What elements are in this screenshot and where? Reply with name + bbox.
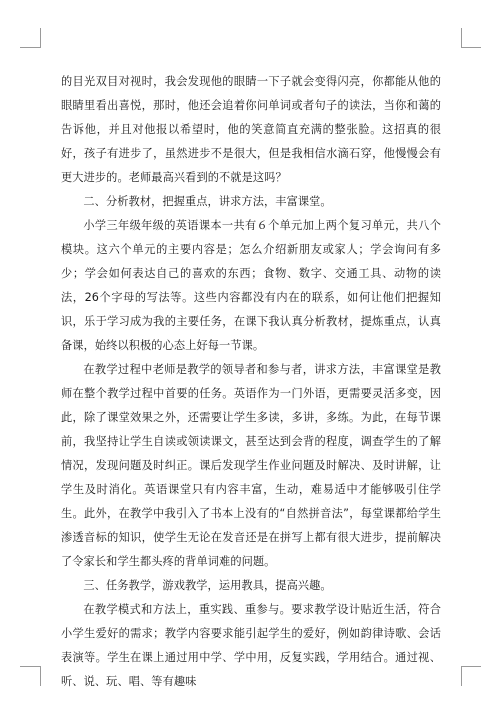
- paragraph-continued: 的目光双目对视时，我会发现他的眼睛一下子就会变得闪亮，你都能从他的眼睛里看出喜悦，那时，他还会追着你问单词或者句子的读法，当你和蔼的告诉他，并且对他报以希望时，他的笑意简直充满的整张脸。这招真的很好，孩子有进步了，虽然进步不是很大，但是我相信水滴石穿，他慢慢会有更大进步的。老师最高兴看到的不就是这吗？: [61, 75, 441, 184]
- paragraph-textbook: 小学三年级年级的英语课本一共有６个单元加上两个复习单元，共八个模块。这六个单元的主要内容是；怎么介绍新朋友或家人；学会询问有多少；学会如何表达自己的喜欢的东西；食物、数字、交通工具、动物的读法，26个字母的写法等。这些内容都没有内在的联系，如何让他们把握知识，乐于学习成为我的主要任务，在课下我认真分析教材，提炼重点，认真备课，始终以积极的心态上好每一节课。: [61, 219, 441, 352]
- section-heading-3: 三、任务教学，游戏教学，运用教具，提高兴趣。: [83, 579, 332, 592]
- body-text: [61, 70, 441, 694]
- crop-mark-bottom-left-h: [20, 666, 40, 667]
- crop-mark-bottom-right-h: [461, 666, 481, 667]
- paragraph-teaching-mode: 在教学模式和方法上，重实践、重参与。要求教学设计贴近生活，符合小学生爱好的需求；教学内容要求能引起学生的爱好，例如韵律诗歌、会话表演等。学生在课上通过用中学、学中用，反复实践，学用结合。通过视、听、说、玩、唱、等有趣味: [61, 603, 441, 688]
- crop-mark-top-left-h: [20, 47, 40, 48]
- crop-mark-top-right-h: [461, 47, 481, 48]
- section-heading-2: 二、分析教材，把握重点，讲求方法，丰富课堂。: [83, 195, 332, 208]
- crop-mark-top-right-v: [461, 28, 462, 48]
- crop-mark-bottom-right-v: [461, 666, 462, 686]
- crop-mark-bottom-left-v: [40, 666, 41, 686]
- crop-mark-top-left-v: [40, 28, 41, 48]
- paragraph-teaching-process: 在教学过程中老师是教学的领导者和参与者，讲求方法，丰富课堂是教师在整个教学过程中首要的任务。英语作为一门外语，更需要灵活多变，因此，除了课堂效果之外，还需要让学生多读，多讲，多练。为此，在每节课前，我坚持让学生自读或领读课文，甚至达到会背的程度，调查学生的了解情况，发现问题及时纠正。课后发现学生作业问题及时解决、及时讲解，让学生及时消化。英语课堂只有内容丰富，生动，难易适中才能够吸引住学生。此外，在教学中我引入了书本上没有的“自然拼音法”，每堂课都给学生渗透音标的知识，使学生无论在发音还是在拼写上都有很大进步，提前解决了令家长和学生都头疼的背单词难的问题。: [61, 363, 441, 568]
